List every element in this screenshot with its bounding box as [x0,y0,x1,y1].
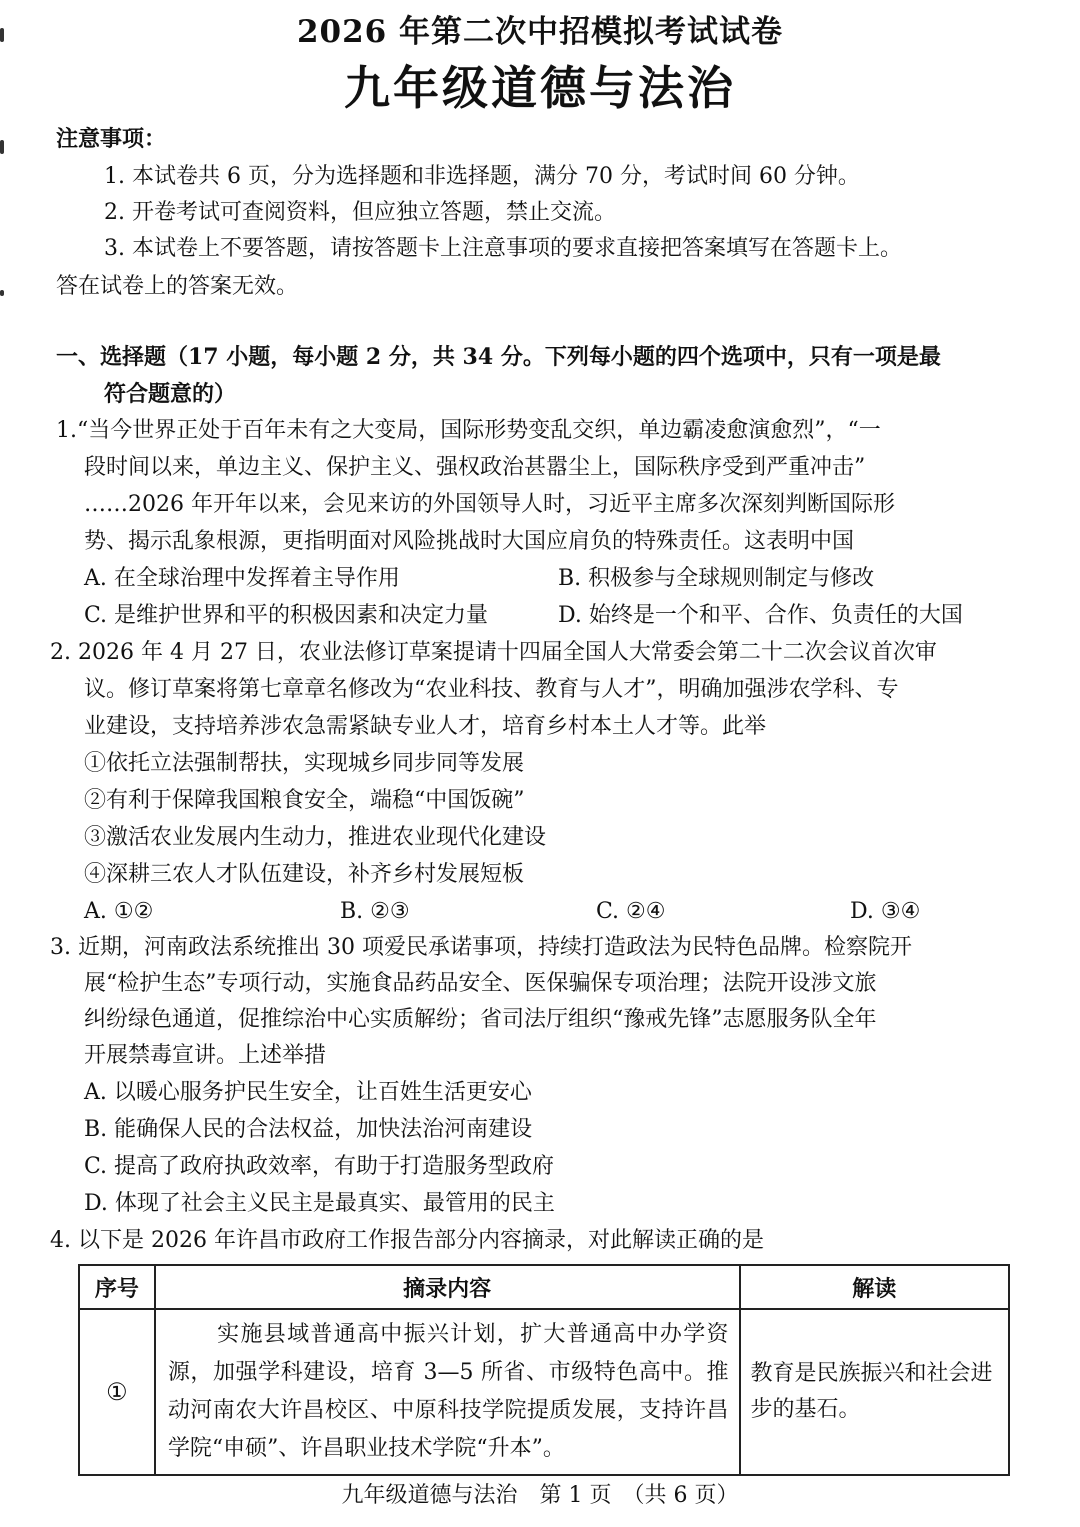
note-item: 3. 本试卷上不要答题，请按答题卡上注意事项的要求直接把答案填写在答题卡上。 [104,236,902,261]
notes-title: 注意事项： [56,126,167,152]
binding-mark [0,140,4,154]
section-heading: 符合题意的） [104,381,237,407]
question-stem: 段时间以来，单边主义、保护主义、强权政治甚嚣尘上，国际秩序受到严重冲击” [84,455,866,480]
statement: ①依托立法强制帮扶，实现城乡同步同等发展 [84,751,525,776]
statement: ④深耕三农人才队伍建设，补齐乡村发展短板 [84,862,525,887]
question-stem: 3. 近期，河南政法系统推出 30 项爱民承诺事项，持续打造政法为民特色品牌。检察院开 [50,935,912,960]
binding-mark [0,290,4,296]
table-header-row [79,1265,1009,1309]
option-b: B. 积极参与全球规则制定与修改 [558,566,875,591]
note-item: 2. 开卷考试可查阅资料，但应独立答题，禁止交流。 [104,200,616,225]
question-stem: 1.“当今世界正处于百年未有之大变局，国际形势变乱交织，单边霸凌愈演愈烈”，“一 [56,418,881,443]
option-d: D. ③④ [850,899,921,924]
statement: ③激活农业发展内生动力，推进农业现代化建设 [84,825,547,850]
question-stem: ……2026 年开年以来，会见来访的外国领导人时，习近平主席多次深刻判断国际形 [84,492,895,517]
section-heading: 一、选择题（17 小题，每小题 2 分，共 34 分。下列每小题的四个选项中，只有一项是最 [56,344,941,370]
option-a: A. 在全球治理中发挥着主导作用 [84,566,400,591]
question-stem: 4. 以下是 2026 年许昌市政府工作报告部分内容摘录，对此解读正确的是 [50,1228,764,1253]
row-reading: 教育是民族振兴和社会进步的基石。 [740,1309,1009,1475]
note-item: 1. 本试卷共 6 页，分为选择题和非选择题，满分 70 分，考试时间 60 分钟。 [104,164,860,189]
column-header-reading: 解读 [740,1265,1009,1309]
question-stem: 展“检护生态”专项行动，实施食品药品安全、医保骗保专项治理；法院开设涉文旅 [84,971,877,996]
option-a: A. 以暖心服务护民生安全，让百姓生活更安心 [84,1080,532,1105]
row-content-text: 实施县域普通高中振兴计划，扩大普通高中办学资源，加强学科建设，培育 3—5 所省、市级特色高中。推动河南农大许昌校区、中原科技学院提质发展，支持许昌学院“申硕”、许昌职业技术学院“升本”。 [167,1322,729,1461]
question-stem: 开展禁毒宣讲。上述举措 [84,1043,327,1068]
page-footer: 九年级道德与法治 第 1 页 （共 6 页） [341,1483,739,1508]
exam-title: 2026 年第二次中招模拟考试试卷 [296,14,784,50]
question-stem: 纠纷绿色通道，促推综治中心实质解纷；省司法厅组织“豫戒先锋”志愿服务队全年 [84,1007,877,1032]
option-b: B. 能确保人民的合法权益，加快法治河南建设 [84,1117,533,1142]
statement: ②有利于保障我国粮食安全，端稳“中国饭碗” [84,788,525,813]
option-a: A. ①② [84,899,154,924]
row-index: ① [79,1309,155,1475]
option-c: C. ②④ [596,899,666,924]
question-stem: 2. 2026 年 4 月 27 日，农业法修订草案提请十四届全国人大常委会第二十二次会议首次审 [50,640,937,665]
table-row [79,1309,1009,1475]
option-c: C. 提高了政府执政效率，有助于打造服务型政府 [84,1154,555,1179]
subject-title: 九年级道德与法治 [344,61,736,115]
note-item: 答在试卷上的答案无效。 [56,274,299,299]
option-d: D. 体现了社会主义民主是最真实、最管用的民主 [84,1191,555,1216]
column-header-content: 摘录内容 [155,1265,740,1309]
excerpt-table [78,1264,1010,1476]
option-b: B. ②③ [340,899,410,924]
question-stem: 议。修订草案将第七章章名修改为“农业科技、教育与人才”，明确加强涉农学科、专 [84,677,899,702]
question-stem: 势、揭示乱象根源，更指明面对风险挑战时大国应肩负的特殊责任。这表明中国 [84,529,855,554]
option-d: D. 始终是一个和平、合作、负责任的大国 [558,603,963,628]
row-content [155,1309,740,1475]
option-c: C. 是维护世界和平的积极因素和决定力量 [84,603,489,628]
question-stem: 业建设，支持培养涉农急需紧缺专业人才，培育乡村本土人才等。此举 [84,714,767,739]
column-header-index: 序号 [79,1265,155,1309]
